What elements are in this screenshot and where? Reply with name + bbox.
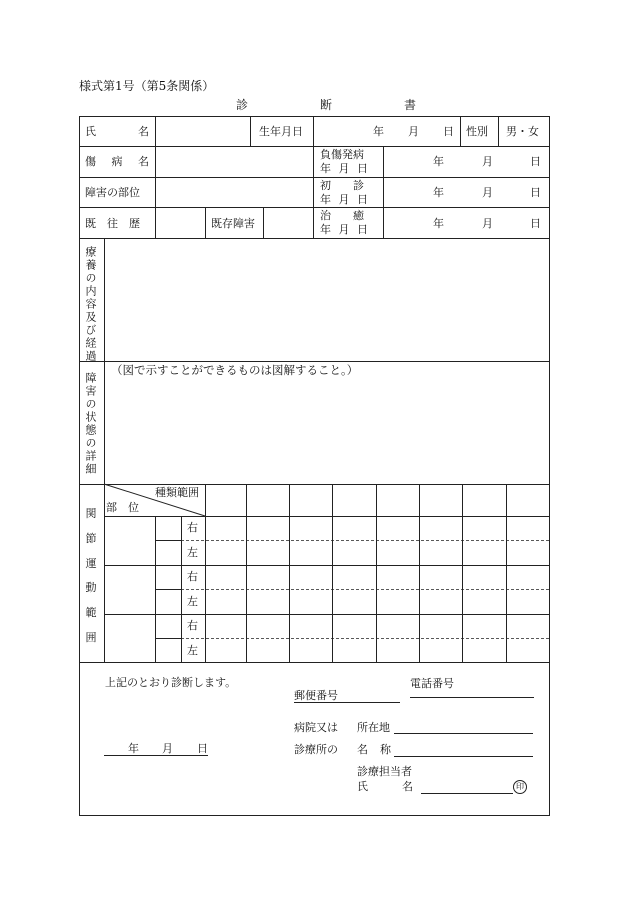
certification-statement: 上記のとおり診断します。: [105, 676, 237, 689]
sex-choice[interactable]: 男・女: [506, 125, 539, 138]
disability-detail-field[interactable]: [105, 380, 549, 484]
joint-right-label: 右: [187, 521, 198, 534]
disability-detail-note: （図で示すことができるものは図解すること。）: [111, 363, 359, 377]
birth-year-unit: 年: [373, 125, 384, 138]
form-number: 様式第1号（第5条関係）: [79, 79, 215, 93]
hospital-label-2: 診療所の: [294, 743, 338, 756]
seal-mark: 印: [513, 780, 527, 794]
doctor-name-field[interactable]: [421, 793, 513, 794]
injury-day-unit: 日: [530, 155, 541, 168]
certification-month-unit: 月: [162, 742, 173, 755]
injury-date-label: 負傷発病: [320, 148, 364, 161]
injury-year-unit: 年: [433, 155, 444, 168]
certification-year-unit: 年: [128, 742, 139, 755]
doctor-label: 診療担当者: [357, 765, 412, 778]
joint-range-label-char: 範: [85, 606, 97, 620]
joint-range-label-char: 運: [85, 556, 97, 570]
first-visit-year-unit: 年: [433, 186, 444, 199]
postal-code-field[interactable]: [294, 702, 400, 703]
cure-month-unit: 月: [482, 217, 493, 230]
existing-disability-field[interactable]: [264, 208, 313, 238]
doctor-name-label: 氏 名: [357, 780, 413, 793]
sex-label: 性別: [466, 125, 488, 138]
treatment-field[interactable]: [105, 239, 549, 361]
joint-header-type-range: 種類範囲: [155, 486, 199, 499]
joint-right-label: 右: [187, 619, 198, 632]
cure-date-label: 治 癒: [320, 209, 364, 222]
existing-disability-label: 既存障害: [211, 217, 255, 230]
joint-right-label: 右: [187, 570, 198, 583]
injury-date-label-sub: 年 月 日: [320, 162, 370, 175]
first-visit-day-unit: 日: [530, 186, 541, 199]
facility-name-label: 名 称: [357, 743, 391, 756]
certification-day-unit: 日: [197, 742, 208, 755]
hospital-label-1: 病院又は: [294, 721, 338, 734]
facility-name-field[interactable]: [394, 756, 533, 757]
joint-range-label: [84, 505, 98, 645]
cure-date-label-sub: 年 月 日: [320, 223, 370, 236]
joint-left-label: 左: [187, 644, 198, 657]
disability-detail-label: 障害の状態の詳細: [84, 372, 97, 476]
injury-name-field[interactable]: [156, 147, 313, 177]
certification-date-line[interactable]: [104, 755, 208, 756]
medical-history-field[interactable]: [156, 208, 205, 238]
joint-range-label-char: 動: [85, 581, 97, 595]
treatment-label: 療養の内容及び経過: [84, 246, 97, 363]
phone-label: 電話番号: [410, 677, 454, 690]
disability-site-field[interactable]: [156, 178, 313, 207]
medical-history-label: 既 往 歴: [85, 217, 140, 230]
injury-name-label: 傷 病 名: [85, 155, 149, 168]
birth-day-unit: 日: [443, 125, 454, 138]
cure-year-unit: 年: [433, 217, 444, 230]
first-visit-month-unit: 月: [482, 186, 493, 199]
joint-range-label-char: 関: [85, 507, 97, 520]
joint-left-label: 左: [187, 546, 198, 559]
birth-date-label: 生年月日: [259, 125, 303, 138]
page-title: 診 断 書: [236, 98, 447, 112]
joint-range-label-char: 節: [85, 531, 97, 545]
joint-header-site: 部 位: [106, 501, 139, 514]
disability-site-label: 障害の部位: [85, 186, 140, 199]
phone-field[interactable]: [410, 697, 534, 698]
address-label: 所在地: [357, 721, 390, 734]
postal-code-label: 郵便番号: [294, 689, 338, 702]
joint-left-label: 左: [187, 595, 198, 608]
first-visit-label-sub: 年 月 日: [320, 193, 370, 206]
joint-range-label-char: 囲: [85, 630, 97, 644]
cure-day-unit: 日: [530, 217, 541, 230]
name-field[interactable]: [156, 117, 250, 146]
injury-month-unit: 月: [482, 155, 493, 168]
birth-month-unit: 月: [408, 125, 419, 138]
first-visit-label: 初 診: [320, 179, 364, 192]
name-label: 氏 名: [85, 125, 149, 138]
address-field[interactable]: [394, 733, 533, 734]
